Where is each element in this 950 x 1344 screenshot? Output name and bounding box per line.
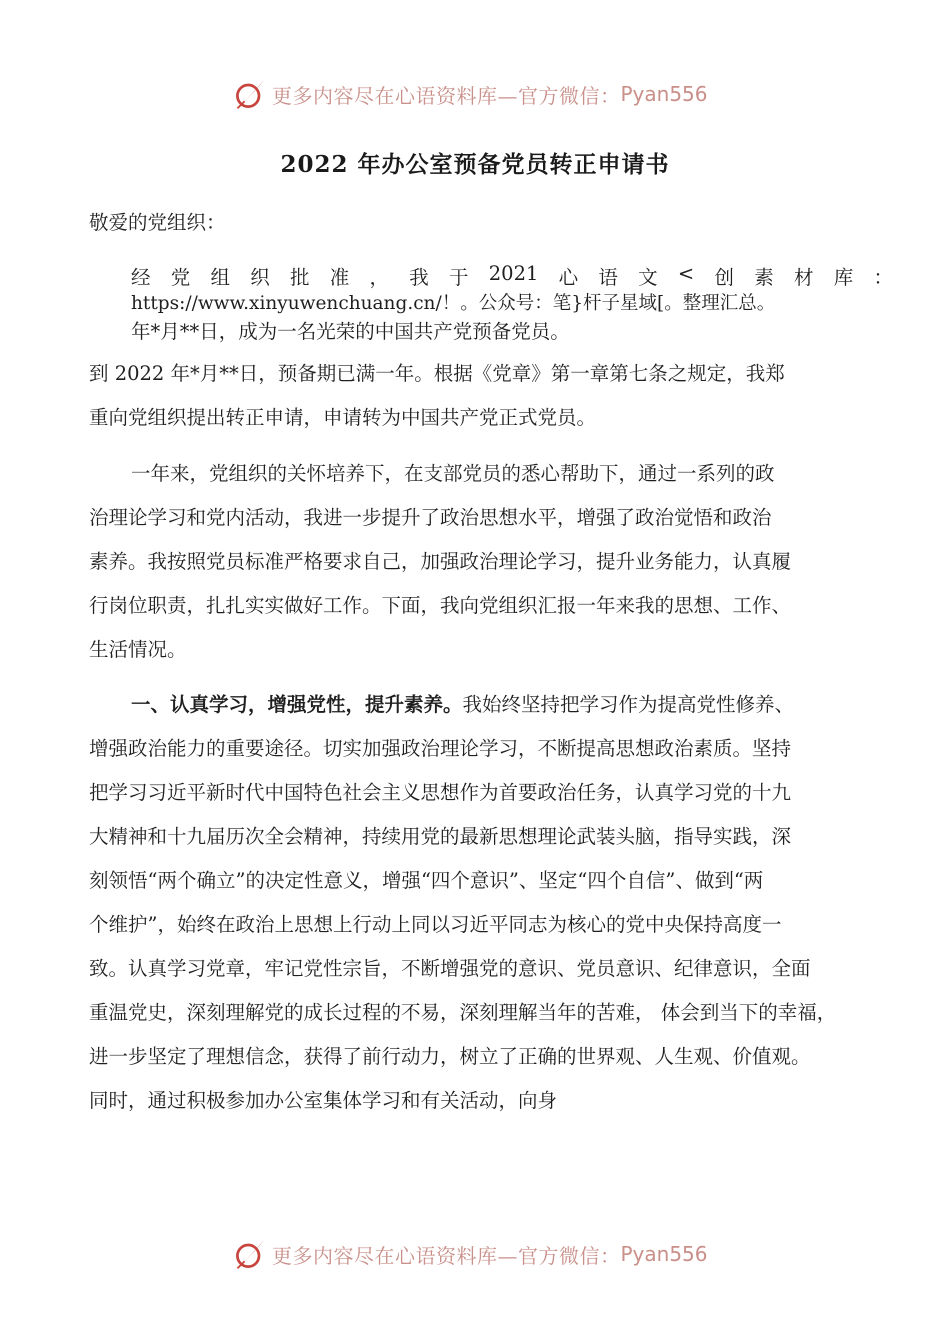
p3-line-10: 同时，通过积极参加办公室集体学习和有关活动，向身 [89, 1089, 558, 1112]
quill-logo-icon [232, 1236, 268, 1272]
salutation: 敬爱的党组织： [89, 211, 226, 234]
document-title: 2022 年办公室预备党员转正申请书 [280, 151, 670, 178]
p3-line-6: 个维护”，始终在政治上思想上行动上同以习近平同志为核心的党中央保持高度一 [89, 913, 782, 936]
intro-line-1: 经 党 组 织 批 准 ， 我 于 2021 心 语 文 < 创 素 材 库 ： [131, 262, 893, 289]
p2-line-3: 素养。我按照党员标准严格要求自己，加强政治理论学习，提升业务能力，认真履 [89, 550, 792, 573]
p3-line-9: 进一步坚定了理想信念，获得了前行动力，树立了正确的世界观、人生观、价值观。 [89, 1045, 811, 1068]
banner-text: 更多内容尽在心语资料库—官方微信： [272, 83, 621, 108]
intro-line-2: https://www.xinyuwenchuang.cn/！。公众号：笔}杆子星域[。整理汇总。 [131, 293, 776, 314]
footer-watermark-banner [232, 1234, 752, 1274]
p2-line-1: 一年来，党组织的关怀培养下，在支部党员的悉心帮助下，通过一系列的政 [131, 462, 775, 485]
banner-text: 更多内容尽在心语资料库—官方微信： [272, 1243, 621, 1268]
p3-line-8: 重温党史，深刻理解党的成长过程的不易，深刻理解当年的苦难， 体会到当下的幸福， [89, 1001, 837, 1024]
p3-line-4: 大精神和十九届历次全会精神，持续用党的最新思想理论武装头脑，指导实践，深 [89, 825, 792, 848]
p1-line-1: 到 2022 年*月**日，预备期已满一年。根据《党章》第一章第七条之规定，我郑 [89, 362, 785, 385]
p3-line-1-rest: 我始终坚持把学习作为提高党性修养、 [462, 693, 795, 716]
p3-line-3: 把学习习近平新时代中国特色社会主义思想作为首要政治任务，认真学习党的十九 [89, 781, 792, 804]
p3-line-5: 刻领悟“两个确立”的决定性意义，增强“四个意识”、坚定“四个自信”、做到“两 [89, 869, 764, 892]
p3-line-2: 增强政治能力的重要途径。切实加强政治理论学习，不断提高思想政治素质。坚持 [89, 737, 792, 760]
p3-line-7: 致。认真学习党章，牢记党性宗旨，不断增强党的意识、党员意识、纪律意识，全面 [89, 957, 811, 980]
p2-line-4: 行岗位职责，扎扎实实做好工作。下面，我向党组织汇报一年来我的思想、工作、 [89, 594, 792, 617]
p2-line-5: 生活情况。 [89, 638, 187, 661]
p3-line-1 [131, 689, 794, 717]
quill-logo-icon [232, 76, 268, 112]
p1-line-2: 重向党组织提出转正申请，申请转为中国共产党正式党员。 [89, 406, 597, 429]
section-heading: 一、认真学习，增强党性，提升素养。 [131, 693, 463, 716]
wechat-id: Pyan556 [620, 1242, 708, 1266]
intro-line-3: 年*月**日，成为一名光荣的中国共产党预备党员。 [131, 320, 570, 343]
wechat-id: Pyan556 [620, 82, 708, 106]
p2-line-2: 治理论学习和党内活动，我进一步提升了政治思想水平，增强了政治觉悟和政治 [89, 506, 772, 529]
header-watermark-banner [232, 74, 752, 114]
